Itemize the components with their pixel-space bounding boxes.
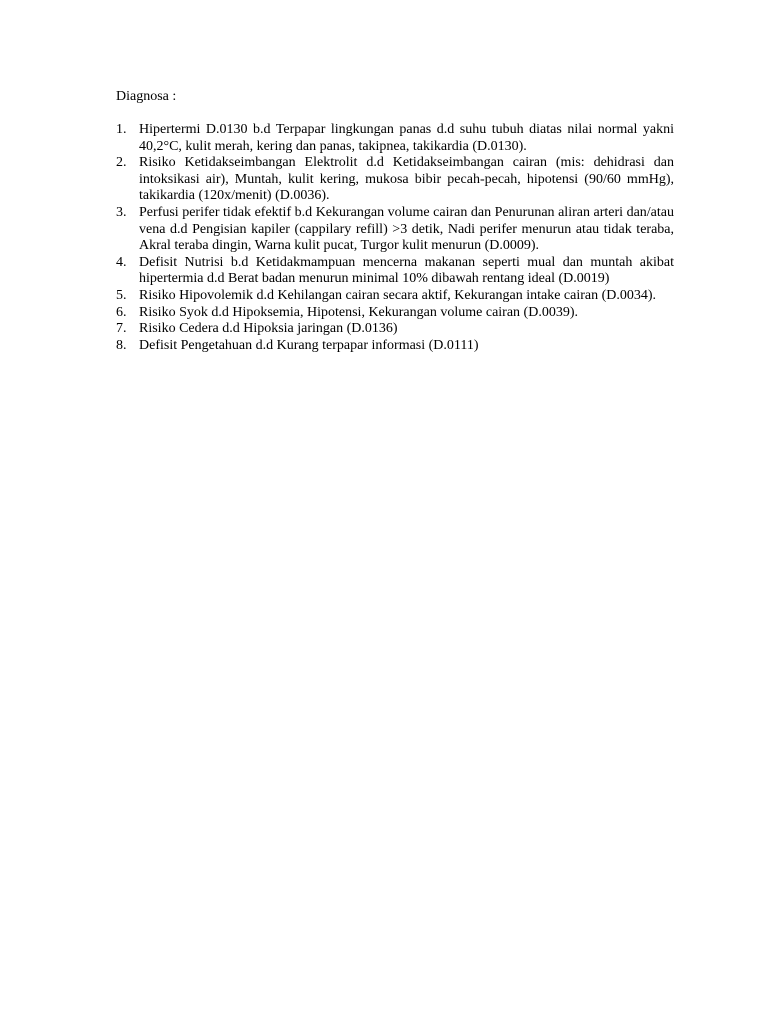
list-item-number: 4.: [116, 254, 127, 270]
list-item-number: 6.: [116, 304, 127, 320]
list-item-number: 5.: [116, 287, 127, 303]
diagnosis-list: [116, 122, 674, 354]
list-item: [116, 155, 674, 205]
list-item: [116, 321, 674, 338]
list-item: [116, 288, 674, 305]
list-item: [116, 122, 674, 155]
list-item-text: Hipertermi D.0130 b.d Terpapar lingkungan panas d.d suhu tubuh diatas nilai normal yakni 40,2°C, kulit merah, kering dan panas, takipnea, takikardia (D.0130).: [139, 122, 674, 154]
list-item: [116, 255, 674, 288]
list-item-text: Risiko Syok d.d Hipoksemia, Hipotensi, Kekurangan volume cairan (D.0039).: [139, 304, 578, 320]
list-item: [116, 305, 674, 322]
list-item-number: 1.: [116, 122, 127, 137]
list-item-text: Risiko Ketidakseimbangan Elektrolit d.d Ketidakseimbangan cairan (mis: dehidrasi dan intoksikasi air), Muntah, kulit kering, mukosa bibir pecah-pecah, hipotensi (90/60 mmHg), takikardia (120x/menit) (D.0036).: [139, 155, 674, 204]
list-item-text: Perfusi perifer tidak efektif b.d Kekurangan volume cairan dan Penurunan aliran arteri dan/atau vena d.d Pengisian kapiler (cappilary refill) >3 detik, Nadi perifer menurun atau tidak teraba, Akral teraba dingin, Warna kulit pucat, Turgor kulit menurun (D.0009).: [139, 204, 674, 254]
list-item-number: 3.: [116, 204, 127, 220]
list-item-text: Defisit Pengetahuan d.d Kurang terpapar informasi (D.0111): [139, 337, 479, 353]
list-item-number: 7.: [116, 321, 127, 337]
list-item-text: Defisit Nutrisi b.d Ketidakmampuan mencerna makanan seperti mual dan muntah akibat hipertermia d.d Berat badan menurun minimal 10% dibawah rentang ideal (D.0019): [139, 254, 674, 287]
list-item-number: 2.: [116, 155, 127, 171]
section-heading: Diagnosa :: [116, 89, 177, 104]
list-item-text: Risiko Hipovolemik d.d Kehilangan cairan secara aktif, Kekurangan intake cairan (D.0034).: [139, 287, 657, 303]
list-item: [116, 205, 674, 255]
list-item-text: Risiko Cedera d.d Hipoksia jaringan (D.0136): [139, 321, 398, 337]
list-item-number: 8.: [116, 337, 127, 353]
list-item: [116, 338, 674, 355]
